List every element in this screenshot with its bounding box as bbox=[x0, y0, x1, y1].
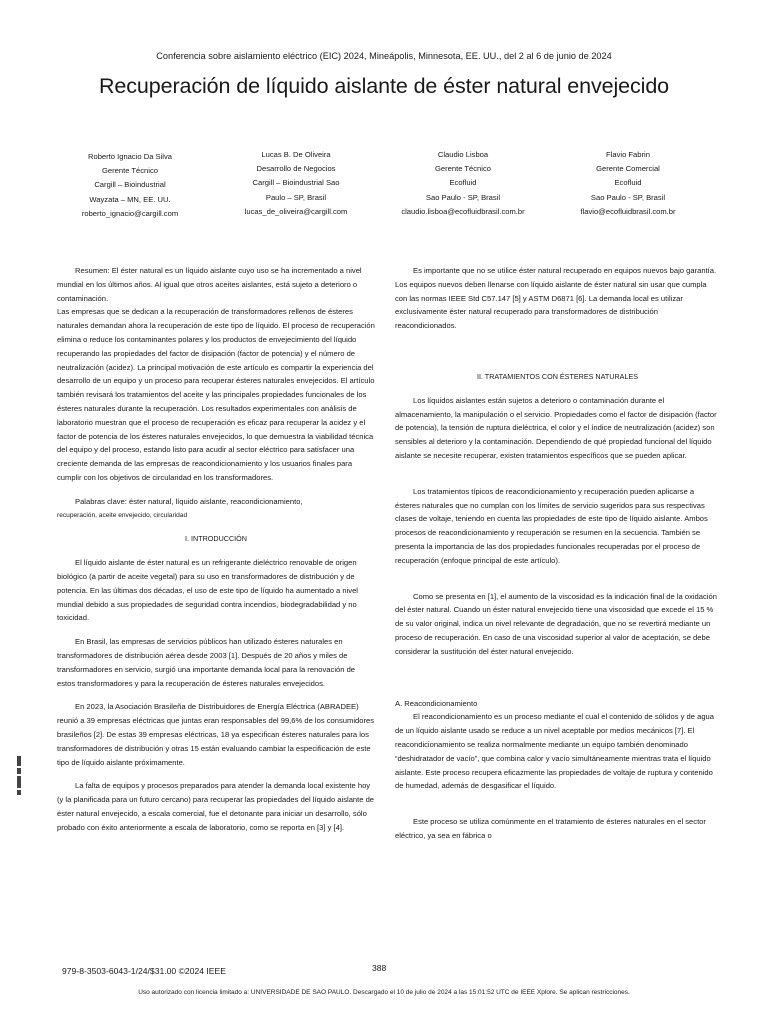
author-role: Gerente Técnico bbox=[434, 164, 491, 174]
author-affiliation: Ecofluid bbox=[614, 178, 642, 188]
body-paragraph: Los tratamientos típicos de reacondicionamiento y recuperación pueden aplicarse a ésteres naturales que no cumplan con los límites de servicio sugeridos para sus respectivas clases de voltaje, teniendo en cuenta las propiedades de este tipo de líquido aislante. Ambos procesos de reacondicionamiento y recuperación se resumen en la secuencia. También se presenta la importancia de las dos propiedades funcionales recuperadas por el proceso de recuperación (enfoque principal de este artículo). bbox=[395, 486, 708, 565]
keywords-continued: recuperación, aceite envejecido, circularidad bbox=[57, 511, 188, 519]
body-paragraph: Como se presenta en [1], el aumento de la viscosidad es la indicación final de la oxidación del éster natural. Cuando un éster natural envejecido tiene una viscosidad que excede el 15 % de su valor original, indica un nivel relevante de degradación, que no se revertirá mediante un proceso de recuperación. En caso de una viscosidad superior al valor de aceptación, se debe considerar la sustitución del éster natural envejecido. bbox=[395, 591, 717, 656]
body-paragraph: En Brasil, las empresas de servicios públicos han utilizado ésteres naturales en transformadores de distribución aérea desde 2003 [1]. Después de 20 años y miles de transformadores en servicio, surgió una importante demanda local para la renovación de estos transformadores y para la recuperación de ésteres naturales envejecidos. bbox=[57, 637, 356, 688]
author-role: Gerente Comercial bbox=[596, 164, 660, 174]
body-paragraph: La falta de equipos y procesos preparados para atender la demanda local existente hoy (y la planificada para un futuro cercano) para recuperar las propiedades del líquido aislante de éster natural envejecido, a escala comercial, fue el detonante para iniciar un desarrollo, sólo probado con éxito anteriormente a escala de laboratorio, como se reporta en [3] y [4]. bbox=[57, 781, 375, 832]
author-location: Sao Paulo - SP, Brasil bbox=[425, 192, 501, 202]
body-paragraph: Este proceso se utiliza comúnmente en el tratamiento de ésteres naturales en el sector eléctrico, ya sea en fábrica o bbox=[395, 817, 706, 840]
author-block-1 bbox=[60, 150, 200, 221]
author-email: roberto_ignacio@cargill.com bbox=[81, 208, 179, 218]
author-email: lucas_de_oliveira@cargill.com bbox=[244, 206, 348, 216]
subsection-heading: A. Reacondicionamiento bbox=[395, 698, 478, 708]
right-column bbox=[395, 264, 720, 843]
author-name: Lucas B. De Oliveira bbox=[261, 150, 331, 159]
section-heading: I. INTRODUCCIÓN bbox=[185, 534, 247, 544]
author-block-2 bbox=[226, 148, 366, 219]
author-location: Sao Paulo - SP, Brasil bbox=[590, 192, 666, 202]
keywords: Palabras clave: éster natural, líquido aislante, reacondicionamiento, bbox=[75, 496, 303, 506]
conference-header: Conferencia sobre aislamiento eléctrico (EIC) 2024, Mineápolis, Minnesota, EE. UU., del 2 al 6 de junio de 2024 bbox=[156, 51, 612, 61]
body-paragraph: El reacondicionamiento es un proceso mediante el cual el contenido de sólidos y de agua de un líquido aislante usado se reduce a un nivel aceptable por medios mecánicos [7]. El reacondicionamiento se realiza normalmente mediante un equipo también denominado “deshidratador de vacío”, que combina calor y vacío simultáneamente mientras trata el líquido aislante. Este proceso recupera eficazmente las propiedades de voltaje de ruptura y contenido de humedad, además de desgasificar el líquido. bbox=[395, 712, 714, 791]
author-email: claudio.lisboa@ecofluidbrasil.com.br bbox=[401, 206, 525, 216]
author-name: Roberto Ignacio Da Silva bbox=[88, 152, 172, 161]
abstract-paragraph: Las empresas que se dedican a la recuperación de transformadores rellenos de ésteres naturales demandan ahora la recuperación de este tipo de líquido. El proceso de recuperación elimina o reduce los contaminantes polares y los productos de envejecimiento del líquido recuperando las propiedades del factor de disipación (factor de potencia) y el número de neutralización (acidez). La principal motivación de este artículo es compartir la experiencia del desarrollo de un equipo y un proceso para recuperar ésteres naturales envejecidos. El artículo también revisará los tratamientos del aceite y las principales propiedades funcionales de los ésteres naturales durante la recuperación. Los resultados experimentales con análisis de laboratorio muestran que el proceso de recuperación es eficaz para recuperar la acidez y el factor de potencia de los ésteres naturales envejecidos, lo que demuestra la viabilidad técnica del equipo y del proceso, estando listo para acudir al sector eléctrico para satisfacer una creciente demanda de las empresas de reacondicionamiento y los usuarios finales para cumplir con los objetivos de circularidad en los transformadores. bbox=[57, 307, 375, 482]
author-email: flavio@ecofluidbrasil.com.br bbox=[580, 206, 676, 216]
body-paragraph: Los líquidos aislantes están sujetos a deterioro o contaminación durante el almacenamiento, la manipulación o el servicio. Propiedades como el factor de disipación (factor de potencia), la tensión de ruptura dieléctrica, el color y el índice de neutralización (acidez) son sensibles al deterioro y la contaminación. Dependiendo de qué propiedad funcional del líquido aislante se necesite recuperar, existen tratamientos específicos que se pueden aplicar. bbox=[395, 395, 717, 460]
author-block-3 bbox=[378, 148, 548, 219]
author-affiliation: Cargill – Bioindustrial Sao bbox=[252, 178, 340, 188]
author-role: Gerente Técnico bbox=[101, 166, 158, 176]
left-column bbox=[57, 264, 375, 834]
author-location: Paulo – SP, Brasil bbox=[265, 192, 327, 202]
section-heading: II. TRATAMIENTOS CON ÉSTERES NATURALES bbox=[476, 371, 639, 381]
page-number: 388 bbox=[372, 963, 387, 973]
author-name: Claudio Lisboa bbox=[437, 150, 489, 159]
abstract-paragraph: Resumen: El éster natural es un líquido aislante cuyo uso se ha incrementado a nivel mundial en los últimos años. Al igual que otros aceites aislantes, está sujeto a deterioro o contaminación. bbox=[57, 266, 362, 303]
author-block-4 bbox=[568, 148, 688, 219]
body-paragraph: Es importante que no se utilice éster natural recuperado en equipos nuevos bajo garantía. Los equipos nuevos deben llenarse con líquido aislante de éster natural sin usar que cumpla con las normas IEEE Std C57.147 [5] y ASTM D6871 [6]. La demanda local es utilizar exclusivamente éster natural recuperado para transformadores de distribución reacondicionados. bbox=[395, 266, 717, 331]
body-paragraph: El líquido aislante de éster natural es un refrigerante dieléctrico renovable de origen biológico (a partir de aceite vegetal) para su uso en transformadores de distribución y de potencia. En las últimas dos décadas, el uso de este tipo de líquido ha aumentado a nivel mundial debido a sus propiedades de seguridad contra incendios, biodegradabilidad y no toxicidad. bbox=[57, 558, 358, 623]
author-name: Flavio Fabrin bbox=[606, 150, 650, 159]
footer-isbn: 979-8-3503-6043-1/24/$31.00 ©2024 IEEE bbox=[62, 966, 227, 976]
body-paragraph: En 2023, la Asociación Brasileña de Distribuidores de Energía Eléctrica (ABRADEE) reunió a 39 empresas eléctricas que juntas eran responsables del 99,6% de los consumidores brasileños [2]. De estas 39 empresas eléctricas, 18 ya especifican ésteres naturales para los transformadores de distribución y otras 15 están evaluando cambiar la especificación de este tipo de líquido aislante próximamente. bbox=[57, 702, 375, 767]
author-affiliation: Ecofluid bbox=[449, 178, 477, 188]
author-affiliation: Cargill – Bioindustrial bbox=[94, 180, 166, 190]
author-role: Desarrollo de Negocios bbox=[256, 164, 336, 174]
author-location: Wayzata – MN, EE. UU. bbox=[89, 194, 171, 204]
license-notice: Uso autorizado con licencia limitado a: UNIVERSIDADE DE SAO PAULO. Descargado el 10 de julio de 2024 a las 15:01:52 UTC de IEEE Xplore. Se aplican restricciones. bbox=[138, 989, 630, 996]
paper-title: Recuperación de líquido aislante de éster natural envejecido bbox=[98, 74, 670, 98]
side-watermark bbox=[17, 756, 23, 796]
